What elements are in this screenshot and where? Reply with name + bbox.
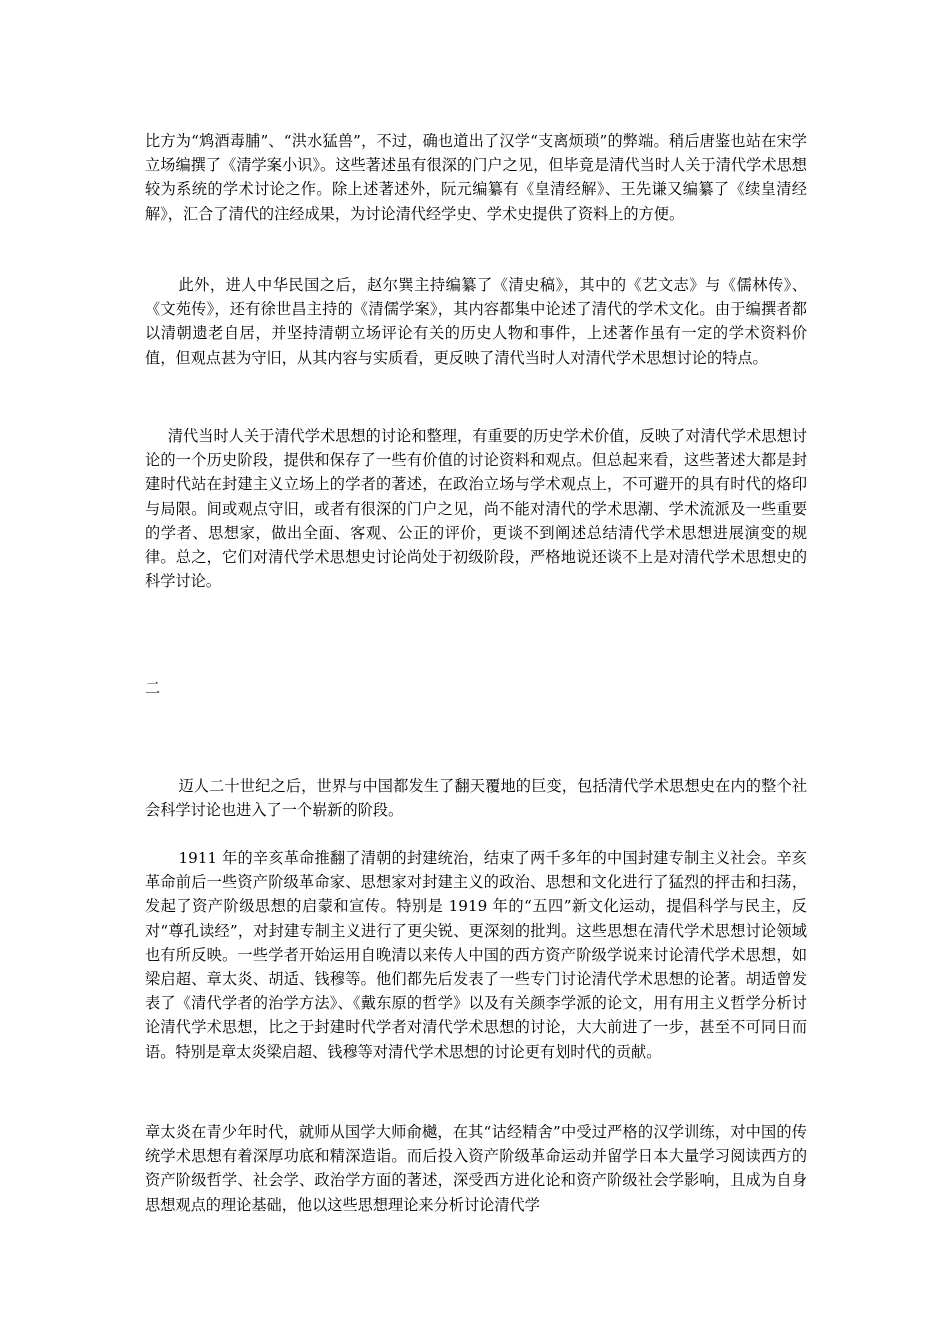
- paragraph-twentieth-century-intro: 迈人二十世纪之后，世界与中国都发生了翻天覆地的巨变，包括清代学术思想史在内的整个社会科学讨论也进入了一个崭新的阶段。: [145, 777, 807, 820]
- paragraph-republic-era-works: 此外，进人中华民国之后，赵尔巽主持编纂了《清史稿》，其中的《艺文志》与《儒林传》、《文苑传》，还有徐世昌主持的《清儒学案》，其内容都集中论述了清代的学术文化。由于编撰者都以清朝遗老自居，并坚持清朝立场评论有关的历史人物和事件，上述著作虽有一定的学术资料价值，但观点甚为守旧，从其内容与实质看，更反映了清代当时人对清代学术思想讨论的特点。: [145, 276, 807, 367]
- section-heading: 二: [145, 679, 161, 697]
- paragraph-qing-contemporary-summary: 清代当时人关于清代学术思想的讨论和整理，有重要的历史学术价值，反映了对清代学术思想讨论的一个历史阶段，提供和保存了一些有价值的讨论资料和观点。但总起来看，这些著述大都是封建时代站在封建主义立场上的学者的著述，在政治立场与学术观点上，不可避开的具有时代的烙印与局限。间或观点守旧，或者有很深的门户之见，尚不能对清代的学术思潮、学术流派及一些重要的学者、思想家，做出全面、客观、公正的评价，更谈不到阐述总结清代学术思想进展演变的规律。总之，它们对清代学术思想史讨论尚处于初级阶段，严格地说还谈不上是对清代学术思想史的科学讨论。: [145, 427, 807, 591]
- paragraph-hanxue-criticism: 比方为“鸩酒毒脯”、“洪水猛兽”，不过，确也道出了汉学“支离烦琐”的弊端。稍后唐鉴也站在宋学立场编撰了《清学案小识》。这些著述虽有很深的门户之见，但毕竟是清代当时人关于清代学术思想较为系统的学术讨论之作。除上述著述外，阮元编纂有《皇清经解》、王先谦又编纂了《续皇清经解》，汇合了清代的注经成果，为讨论清代经学史、学术史提供了资料上的方便。: [145, 132, 807, 223]
- paragraph-1911-revolution: 1911 年的辛亥革命推翻了清朝的封建统治，结束了两千多年的中国封建专制主义社会。辛亥革命前后一些资产阶级革命家、思想家对封建主义的政治、思想和文化进行了猛烈的抨击和扫荡，发起了资产阶级思想的启蒙和宣传。特别是 1919 年的“五四”新文化运动，提倡科学与民主，反对“尊孔读经”，对封建专制主义进行了更尖锐、更深刻的批判。这些思想在清代学术思想讨论领域也有所反映。一些学者开始运用自晚清以来传人中国的西方资产阶级学说来讨论清代学术思想，如梁启超、章太炎、胡适、钱穆等。他们都先后发表了一些专门讨论清代学术思想的论著。胡适曾发表了《清代学者的治学方法》、《戴东原的哲学》以及有关颜李学派的论文，用有用主义哲学分析讨论清代学术思想，比之于封建时代学者对清代学术思想的讨论，大大前进了一步，甚至不可同日而语。特别是章太炎梁启超、钱穆等对清代学术思想的讨论更有划时代的贡献。: [145, 849, 807, 1061]
- paragraph-zhang-taiyan: 章太炎在青少年时代，就师从国学大师俞樾，在其“诂经精舍”中受过严格的汉学训练，对中国的传统学术思想有着深厚功底和精深造诣。而后投入资产阶级革命运动并留学日本大量学习阅读西方的资产阶级哲学、社会学、政治学方面的著述，深受西方进化论和资产阶级社会学影响，且成为自身思想观点的理论基础，他以这些思想理论来分析讨论清代学: [145, 1123, 807, 1214]
